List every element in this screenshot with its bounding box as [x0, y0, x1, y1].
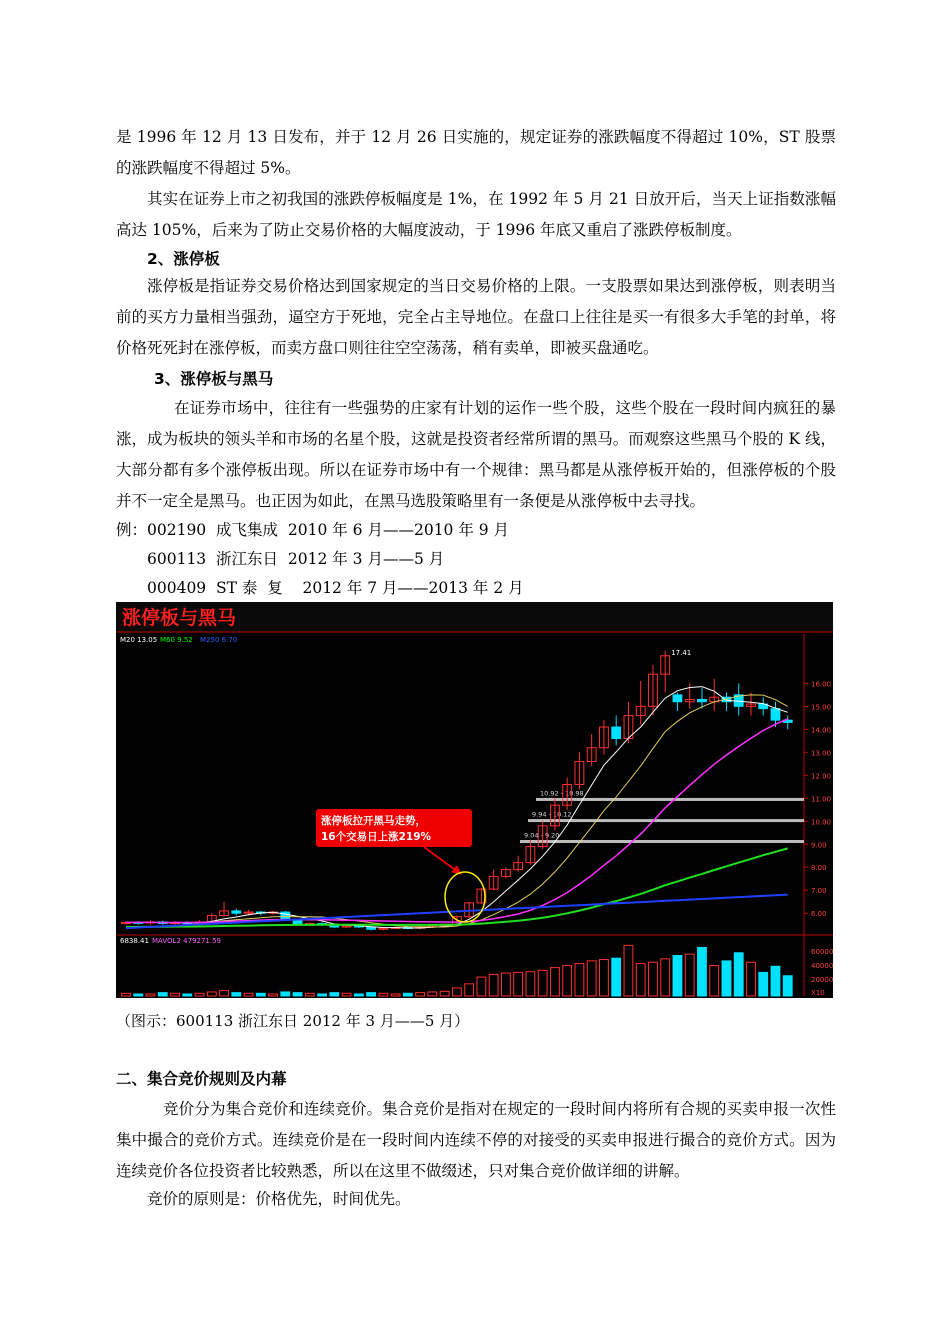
volume-bar: [416, 993, 425, 996]
paragraph-4: 在证券市场中，往往有一些强势的庄家有计划的运作一些个股，这些个股在一段时间内疯狂的暴涨，成为板块的领头羊和市场的名星个股，这就是投资者经常所谓的黑马。而观察这些黑马个股的 K 线，大部分都有多个涨停板出现。所以在证券市场中有一个规律：黑马都是从涨停板开始的，但涨停板的个股并不一定全是黑马。也正因为如此，在黑马选股策略里有一条便是从涨停板中去寻找。: [116, 399, 836, 510]
annotation-text-line2: 16个交易日上涨219%: [321, 831, 432, 843]
volume-bar: [146, 994, 155, 996]
volume-bar: [465, 984, 474, 996]
volume-bar: [710, 966, 719, 996]
volume-bar: [330, 993, 339, 996]
volume-bar: [550, 968, 559, 996]
volume-bar: [318, 994, 327, 996]
high-price-label: 17.41: [671, 648, 692, 657]
ma5-line: [126, 687, 788, 928]
volume-bar: [220, 991, 229, 996]
volume-bar: [171, 993, 180, 996]
level-label: 9.94 - 10.12: [532, 810, 572, 819]
volume-bar: [685, 954, 694, 996]
candle-body: [698, 699, 707, 701]
price-tick-label: 13.00: [811, 749, 832, 758]
vol-tick-label: 20000: [811, 976, 833, 984]
chart-canvas: [116, 602, 833, 998]
volume-bar: [759, 972, 768, 996]
example-2: 600113 浙江东日 2012 年 3 月——5 月: [147, 550, 445, 568]
volume-bar: [452, 988, 461, 996]
volume-bar: [256, 993, 265, 996]
candle-body: [232, 911, 241, 913]
figure-caption: （图示：600113 浙江东日 2012 年 3 月——5 月）: [116, 1012, 470, 1030]
paragraph-1: 是 1996 年 12 月 13 日发布，并于 12 月 26 日实施的，规定证券的涨跌幅度不得超过 10%，ST 股票的涨跌幅度不得超过 5%。: [116, 128, 836, 177]
level-label: 9.04 - 9.20: [524, 831, 560, 840]
level-line: [520, 840, 804, 843]
volume-bar: [747, 962, 756, 996]
stock-chart: [116, 602, 833, 998]
price-tick-label: 15.00: [811, 703, 832, 712]
example-3: 000409 ST 泰 复 2012 年 7 月——2013 年 2 月: [147, 579, 524, 597]
example-1: 例：002190 成飞集成 2010 年 6 月——2010 年 9 月: [116, 521, 510, 539]
volume-bar: [538, 970, 547, 996]
volume-bar: [734, 953, 743, 996]
volume-bar: [722, 961, 731, 996]
volume-bar: [698, 947, 707, 996]
volume-bar: [244, 993, 253, 996]
volume-bar: [305, 993, 314, 996]
volume-bar: [293, 993, 302, 996]
annotation-text-line1: 涨停板拉开黑马走势，: [321, 815, 426, 827]
volume-bar: [783, 976, 792, 996]
heading-3: 3、涨停板与黑马: [154, 370, 274, 388]
vol-tick-label: X10: [811, 989, 825, 997]
volume-bar: [391, 994, 400, 996]
price-tick-label: 8.00: [811, 864, 827, 873]
volume-bar: [600, 960, 609, 996]
volume-bar: [649, 962, 658, 996]
paragraph-5: 竞价分为集合竞价和连续竞价。集合竞价是指对在规定的一段时间内将所有合规的买卖申报一次性集中撮合的竞价方式。连续竞价是在一段时间内连续不停的对接受的买卖申报进行撮合的竞价方式。因为连续竞价各位投资者比较熟悉，所以在这里不做缀述，只对集合竞价做详细的讲解。: [116, 1100, 836, 1180]
price-tick-label: 12.00: [811, 772, 832, 781]
vol-tick-label: 60000: [811, 948, 833, 956]
price-tick-label: 16.00: [811, 680, 832, 689]
paragraph-2: 其实在证券上市之初我国的涨跌停板幅度是 1%，在 1992 年 5 月 21 日放开后，当天上证指数涨幅高达 105%，后来为了防止交易价格的大幅度波动，于 1996 年底又重启了涨跌停板制度。: [116, 190, 836, 239]
volume-bar: [673, 956, 682, 997]
volume-bar: [195, 993, 204, 996]
volume-bar: [207, 992, 216, 996]
volume-bar: [379, 993, 388, 996]
volume-bar: [342, 993, 351, 996]
section-heading-2: 二、集合竞价规则及内幕: [116, 1070, 287, 1088]
price-tick-label: 7.00: [811, 887, 827, 896]
volume-bar: [440, 991, 449, 996]
volume-bar: [526, 972, 535, 996]
heading-2: 2、涨停板: [147, 250, 220, 268]
volume-bar: [477, 977, 486, 996]
volume-bar: [489, 974, 498, 996]
volume-bar: [183, 994, 192, 996]
chart-title: 涨停板与黑马: [122, 607, 237, 629]
paragraph-6: 竞价的原则是：价格优先，时间优先。: [147, 1190, 411, 1208]
volume-bar: [281, 992, 290, 996]
paragraph-3: 涨停板是指证券交易价格达到国家规定的当日交易价格的上限。一支股票如果达到涨停板，则表明当前的买方力量相当强劲，逼空方于死地，完全占主导地位。在盘口上往往是买一有很多大手笔的封单，将价格死死封在涨停板，而卖方盘口则往往空空荡荡，稍有卖单，即被买盘通吃。: [116, 277, 836, 357]
price-tick-label: 11.00: [811, 795, 832, 804]
volume-bar: [232, 993, 241, 996]
ma-legend-0: M20 13.05: [120, 636, 158, 644]
price-tick-label: 14.00: [811, 726, 832, 735]
ma-legend-2: M250 6.70: [200, 636, 238, 644]
volume-bar: [661, 959, 670, 996]
level-label: 10.92 - 10.98: [540, 789, 584, 798]
volume-bar: [771, 966, 780, 996]
ma-legend-1: M60 9.52: [160, 636, 193, 644]
volume-bar: [367, 993, 376, 996]
volume-bar: [269, 994, 278, 996]
volume-bar: [134, 994, 143, 996]
volume-bar: [575, 964, 584, 996]
volume-bar: [624, 945, 633, 996]
vol-legend-0: 6838.41: [120, 937, 149, 945]
price-tick-label: 10.00: [811, 818, 832, 827]
candle-body: [673, 695, 682, 702]
candle-body: [612, 727, 621, 738]
volume-bar: [587, 961, 596, 996]
vol-legend-1: MAVOL2 479271.59: [152, 937, 221, 945]
price-tick-label: 6.00: [811, 910, 827, 919]
volume-bar: [428, 992, 437, 996]
volume-bar: [514, 972, 523, 996]
volume-bar: [122, 993, 131, 996]
volume-bar: [501, 973, 510, 996]
volume-bar: [158, 993, 167, 996]
volume-bar: [612, 958, 621, 996]
volume-bar: [636, 964, 645, 996]
price-tick-label: 9.00: [811, 841, 827, 850]
level-line: [536, 798, 804, 801]
candle-body: [771, 709, 780, 720]
volume-bar: [403, 993, 412, 996]
volume-bar: [563, 966, 572, 996]
vol-tick-label: 40000: [811, 962, 833, 970]
volume-bar: [354, 994, 363, 996]
